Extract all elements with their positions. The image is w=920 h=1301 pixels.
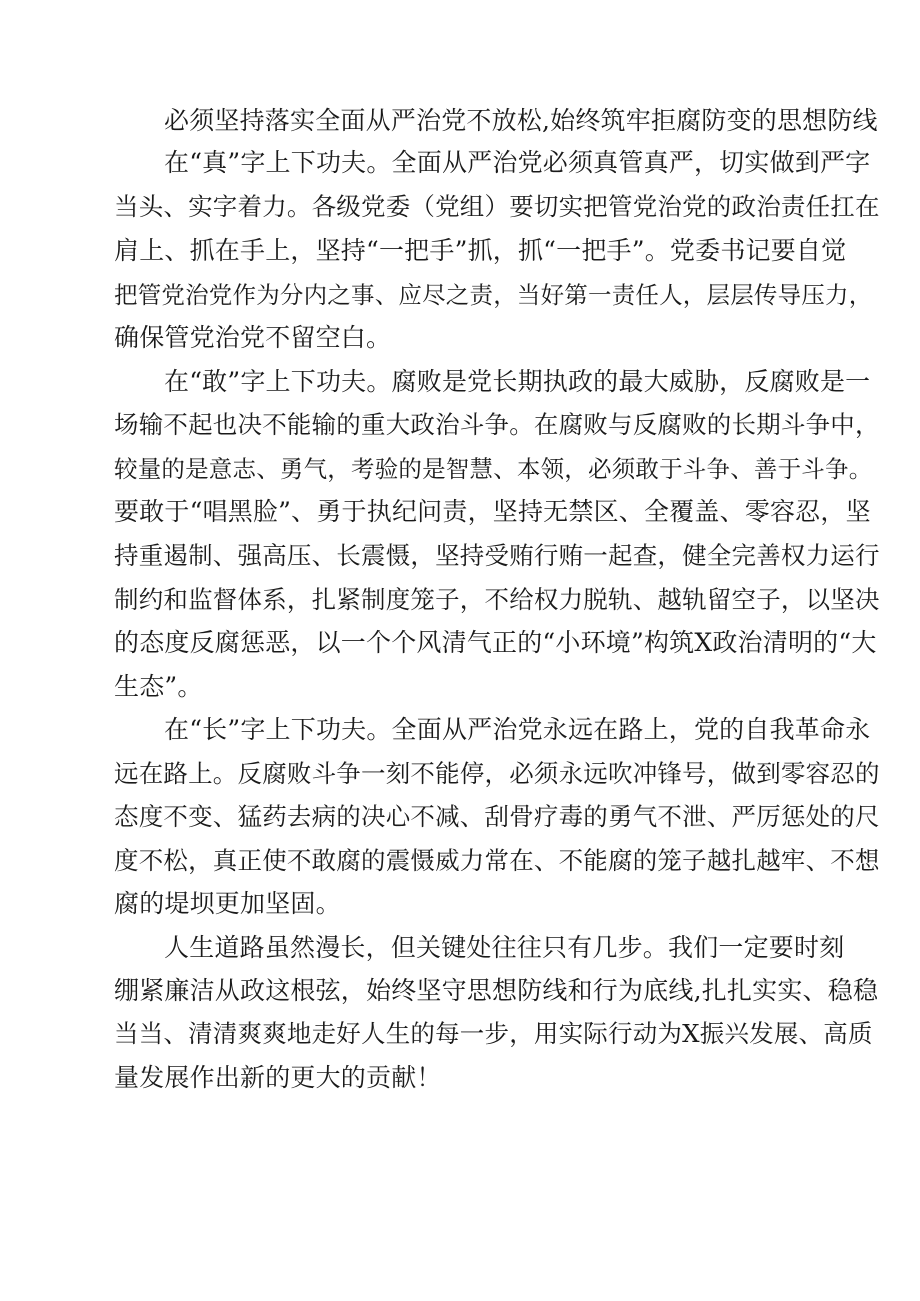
paragraph-line: 在“长”字上下功夫。全面从严治党永远在路上，党的自我革命永 — [164, 715, 871, 744]
paragraph-line: 在“敢”字上下功夫。腐败是党长期执政的最大威胁，反腐败是一 — [164, 367, 871, 396]
paragraph-line: 腐的堤坝更加坚固。 — [114, 889, 341, 918]
paragraph-line: 人生道路虽然漫长，但关键处往往只有几步。我们一定要时刻 — [164, 933, 845, 962]
paragraph-line: 量发展作出新的更大的贡献！ — [114, 1063, 442, 1092]
paragraph-line: 度不松，真正使不敢腐的震慑威力常在、不能腐的笼子越扎越牢、不想 — [114, 846, 880, 875]
paragraph-line: 把管党治党作为分内之事、应尽之责，当好第一责任人，层层传导压力， — [114, 281, 873, 309]
paragraph-line: 制约和监督体系，扎紧制度笼子，不给权力脱轨、越轨留空子，以坚决 — [114, 585, 880, 614]
paragraph-line: 态度不变、猛药去病的决心不减、刮骨疗毒的勇气不泄、严厉惩处的尺 — [114, 802, 880, 831]
paragraph-line: 当头、实字着力。各级党委（党组）要切实把管党治党的政治责任扛在 — [114, 192, 880, 221]
paragraph-line: 场输不起也决不能输的重大政治斗争。在腐败与反腐败的长期斗争中， — [114, 410, 880, 439]
paragraph-line: 肩上、抓在手上，坚持“一把手”抓，抓“一把手”。党委书记要自觉 — [114, 236, 847, 265]
paragraph-line: 要敢于“唱黑脸”、勇于执纪问责，坚持无禁区、全覆盖、零容忍，坚 — [114, 497, 871, 526]
document-heading: 必须坚持落实全面从严治党不放松,始终筑牢拒腐防变的思想防线 — [164, 106, 878, 135]
paragraph-line: 持重遏制、强高压、长震慑，坚持受贿行贿一起查，健全完善权力运行 — [114, 541, 880, 570]
paragraph-line: 确保管党治党不留空白。 — [114, 323, 392, 352]
paragraph-line: 的态度反腐惩恶，以一个个风清气正的“小环境”构筑X政治清明的“大 — [114, 628, 877, 657]
paragraph-line: 绷紧廉洁从政这根弦，始终坚守思想防线和行为底线,扎扎实实、稳稳 — [114, 976, 879, 1005]
paragraph-line: 在“真”字上下功夫。全面从严治党必须真管真严，切实做到严字 — [164, 148, 871, 177]
paragraph-line: 生态”。 — [114, 672, 203, 701]
paragraph-line: 远在路上。反腐败斗争一刻不能停，必须永远吹冲锋号，做到零容忍的 — [114, 759, 880, 788]
paragraph-line: 较量的是意志、勇气，考验的是智慧、本领，必须敢于斗争、善于斗争。 — [114, 455, 873, 483]
paragraph-line: 当当、清清爽爽地走好人生的每一步，用实际行动为X振兴发展、高质 — [114, 1019, 873, 1048]
